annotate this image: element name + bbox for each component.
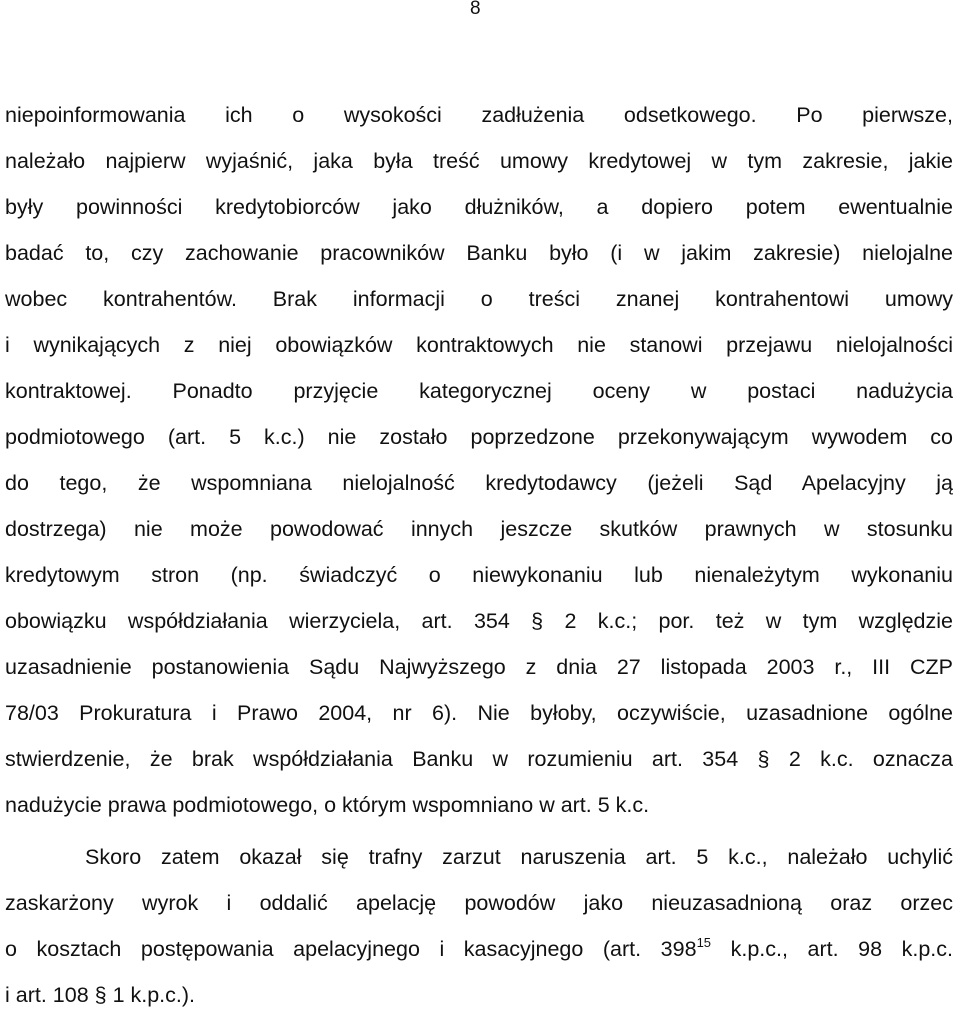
paragraph-line — [5, 930, 953, 976]
paragraph-line: badać to, czy zachowanie pracowników Banku było (i w jakim zakresie) nielojalne — [5, 241, 953, 265]
page-number: 8 — [470, 0, 481, 19]
paragraph-line: Skoro zatem okazał się trafny zarzut naruszenia art. 5 k.c., należało uchylić — [85, 845, 953, 869]
paragraph-line: do tego, że wspomniana nielojalność kredytodawcy (jeżeli Sąd Apelacyjny ją — [5, 471, 953, 495]
paragraph-line: 78/03 Prokuratura i Prawo 2004, nr 6). Nie byłoby, oczywiście, uzasadnione ogólne — [5, 701, 953, 725]
paragraph-line: należało najpierw wyjaśnić, jaka była treść umowy kredytowej w tym zakresie, jakie — [5, 149, 953, 173]
paragraph-line: i art. 108 § 1 k.p.c.). — [5, 983, 196, 1007]
paragraph-line: nadużycie prawa podmiotowego, o którym wspomniano w art. 5 k.c. — [5, 793, 650, 817]
paragraph-line: wobec kontrahentów. Brak informacji o treści znanej kontrahentowi umowy — [5, 287, 953, 311]
paragraph-line: podmiotowego (art. 5 k.c.) nie zostało poprzedzone przekonywającym wywodem co — [5, 425, 953, 449]
paragraph-line: obowiązku współdziałania wierzyciela, art. 354 § 2 k.c.; por. też w tym względzie — [5, 609, 953, 633]
paragraph-line: stwierdzenie, że brak współdziałania Banku w rozumieniu art. 354 § 2 k.c. oznacza — [5, 747, 953, 771]
paragraph-line: i wynikających z niej obowiązków kontraktowych nie stanowi przejawu nielojalności — [5, 333, 953, 357]
superscript: 15 — [696, 935, 712, 950]
text-segment: o kosztach postępowania apelacyjnego i kasacyjnego (art. 398 — [5, 937, 697, 961]
paragraph-line: zaskarżony wyrok i oddalić apelację powodów jako nieuzasadnioną oraz orzec — [5, 891, 953, 915]
paragraph-line: niepoinformowania ich o wysokości zadłużenia odsetkowego. Po pierwsze, — [5, 103, 953, 127]
paragraph-line: kredytowym stron (np. świadczyć o niewykonaniu lub nienależytym wykonaniu — [5, 563, 953, 587]
paragraph-line: dostrzega) nie może powodować innych jeszcze skutków prawnych w stosunku — [5, 517, 953, 541]
paragraph-1 — [5, 96, 953, 832]
paragraph-line: uzasadnienie postanowienia Sądu Najwyższego z dnia 27 listopada 2003 r., III CZP — [5, 655, 953, 679]
text-segment: k.p.c., art. 98 k.p.c. — [711, 937, 954, 961]
paragraph-2 — [5, 838, 953, 1022]
paragraph-line: kontraktowej. Ponadto przyjęcie kategorycznej oceny w postaci nadużycia — [5, 379, 953, 403]
paragraph-line: były powinności kredytobiorców jako dłużników, a dopiero potem ewentualnie — [5, 195, 953, 219]
document-body — [5, 96, 953, 1022]
